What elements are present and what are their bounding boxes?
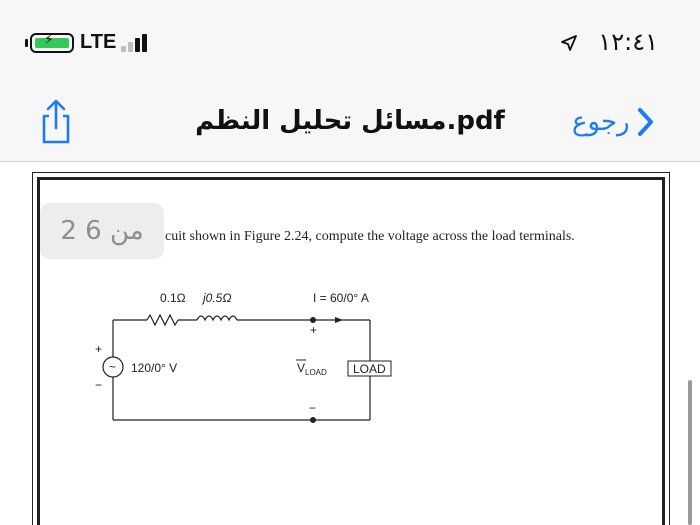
voltage-subscript: LOAD	[305, 368, 327, 377]
load-minus: −	[309, 401, 317, 415]
voltage-label: V	[297, 361, 306, 375]
circuit-diagram	[85, 282, 405, 432]
chevron-left-icon	[636, 106, 656, 138]
inductor-symbol	[197, 316, 237, 320]
network-type: LTE	[80, 31, 117, 53]
current-arrow	[335, 317, 343, 323]
load-label: LOAD	[353, 362, 386, 376]
resistor-symbol	[147, 315, 178, 325]
source-plus: +	[95, 342, 103, 356]
source-symbol: ~	[109, 360, 117, 374]
status-time: ١٢:٤١	[598, 28, 658, 56]
inductor-label: j0.5Ω	[203, 291, 232, 305]
load-plus: +	[310, 323, 318, 337]
source-label: 120/0° V	[131, 361, 178, 375]
battery-nub	[25, 39, 28, 47]
back-button[interactable]	[572, 104, 656, 140]
source-minus: −	[95, 378, 103, 392]
signal-bars-icon	[121, 34, 153, 52]
status-bar	[0, 0, 700, 80]
battery-charging-icon: ⚡	[30, 33, 74, 53]
share-icon	[36, 98, 76, 146]
current-label: I = 60/0° A	[313, 291, 369, 305]
document-title: مسائل تحليل النظم.pdf	[195, 106, 505, 136]
resistor-label: 0.1Ω	[160, 291, 186, 305]
page-indicator: 2 من 6	[40, 203, 164, 259]
terminal-bottom	[310, 417, 316, 423]
share-button[interactable]	[36, 98, 76, 146]
vertical-scrollbar[interactable]	[688, 380, 692, 525]
question-text: cuit shown in Figure 2.24, compute the voltage across the load terminals.	[165, 229, 575, 244]
back-label: رجوع	[572, 107, 630, 137]
location-arrow-icon	[560, 34, 578, 52]
